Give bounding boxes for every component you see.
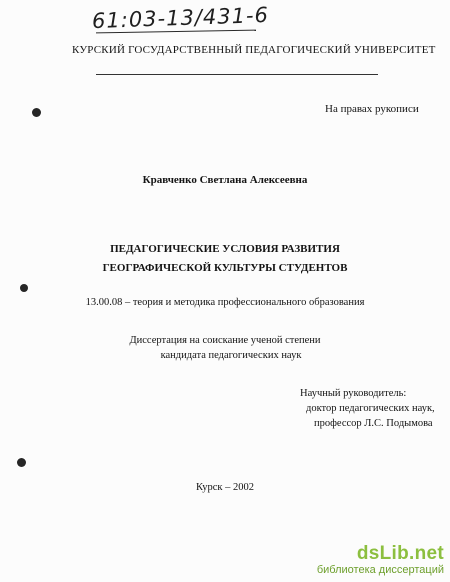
manuscript-note: На правах рукописи bbox=[325, 103, 419, 115]
catalog-number-handwritten: 61:03-13/431-6 bbox=[91, 2, 270, 34]
punch-hole-top bbox=[32, 108, 41, 117]
author-name: Кравченко Светлана Алексеевна bbox=[142, 174, 308, 186]
watermark-logo: dsLib.net bbox=[356, 543, 444, 564]
title-line-2: ГЕОГРАФИЧЕСКОЙ КУЛЬТУРЫ СТУДЕНТОВ bbox=[102, 262, 348, 274]
specialty-code: 13.00.08 – теория и методика профессионального образования bbox=[85, 297, 365, 308]
city-year: Курск – 2002 bbox=[196, 482, 254, 493]
punch-hole-bottom bbox=[17, 458, 26, 467]
supervisor-degree: доктор педагогических наук, bbox=[306, 403, 435, 414]
punch-hole-middle bbox=[20, 284, 28, 292]
dslib-watermark[interactable] bbox=[317, 544, 444, 576]
supervisor-name: профессор Л.С. Подымова bbox=[314, 418, 433, 429]
dissertation-title bbox=[0, 240, 450, 278]
degree-line-2: кандидата педагогических наук bbox=[160, 350, 302, 361]
watermark-subtitle: библиотека диссертаций bbox=[316, 564, 444, 576]
supervisor-block bbox=[300, 386, 435, 431]
degree-line-1: Диссертация на соискание ученой степени bbox=[129, 335, 321, 346]
supervisor-label: Научный руководитель: bbox=[300, 388, 407, 399]
university-rule bbox=[96, 74, 378, 75]
title-line-1: ПЕДАГОГИЧЕСКИЕ УСЛОВИЯ РАЗВИТИЯ bbox=[110, 243, 340, 255]
degree-statement bbox=[0, 333, 450, 363]
university-name: КУРСКИЙ ГОСУДАРСТВЕННЫЙ ПЕДАГОГИЧЕСКИЙ УНИВЕРСИТЕТ bbox=[72, 44, 436, 56]
